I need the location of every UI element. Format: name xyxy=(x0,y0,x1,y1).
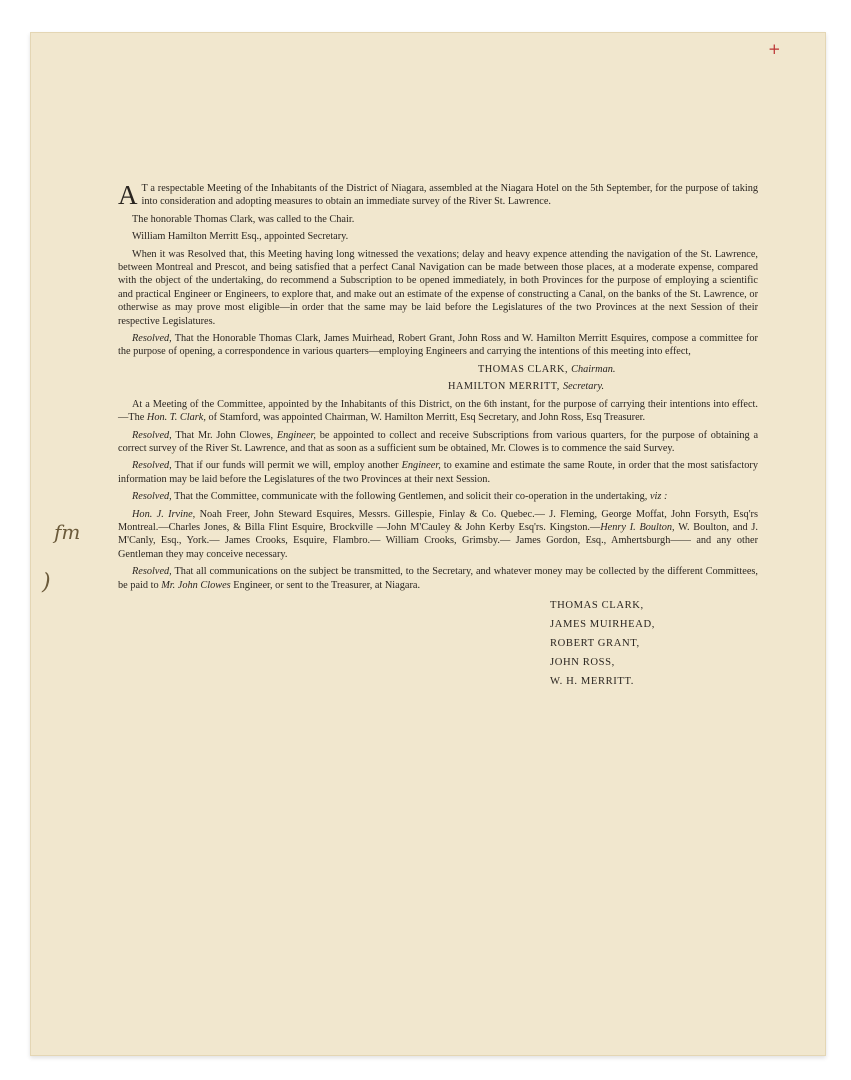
secretary-line: William Hamilton Merritt Esq., appointed Secretary. xyxy=(132,231,349,243)
committee-meeting: At a Meeting of the Committee, appointed by the Inhabitants of this District, on the 6th instant, for the purpose of carrying their intentions into effect.—The Hon. T. Clark, of Stamford, was appointed Chairman, W. Hamilton Merritt, Esq Secretary, and John Ross, Esq Treasurer. xyxy=(118,398,758,424)
gentlemen-list: Hon. J. Irvine, Noah Freer, John Steward Esquires, Messrs. Gillespie, Finlay & Co. Quebec.— J. Fleming, George Moffat, John Forsyth, Esq'rs Montreal.—Charles Jones, & Billa Flint Esquire, Brockville —John M'Cauley & John Kerby Esq'rs. Kingston.—Henry I. Boulton, W. Boulton, and J. M'Canly, Esq., York.— James Crooks, Esquire, Flambro.— William Crooks, Grimsby.— James Gordon, Esq., Amhertsburgh—— and any other Gentleman they may conceive necessary. xyxy=(118,508,758,560)
committee-resolution: Resolved, That the Honorable Thomas Clark, James Muirhead, Robert Grant, John Ross and W. Hamilton Merritt Esquires, compose a committee for the purpose of opening, a correspondence in various quarters—employing Engineers and carrying the intentions of this meeting into effect, xyxy=(118,333,758,358)
chair-line: The honorable Thomas Clark, was called to the Chair. xyxy=(132,213,355,225)
drop-cap: A xyxy=(118,180,138,210)
chairman-signature: THOMAS CLARK, Chairman. xyxy=(478,363,616,375)
corner-mark: + xyxy=(768,40,781,58)
margin-note-2: ) xyxy=(42,570,51,595)
signatory: JOHN ROSS, xyxy=(550,656,615,668)
signatory: W. H. MERRITT. xyxy=(550,675,635,687)
signatory: THOMAS CLARK, xyxy=(550,599,644,611)
secretary-signature: HAMILTON MERRITT, Secretary. xyxy=(448,381,605,393)
margin-note: fm xyxy=(54,520,81,544)
gentlemen-resolution: Resolved, That the Committee, communicate with the following Gentlemen, and solicit their co-operation in the undertaking, viz : xyxy=(132,491,668,503)
signatory: ROBERT GRANT, xyxy=(550,637,640,649)
signatory: JAMES MUIRHEAD, xyxy=(550,618,655,630)
communications-resolution: Resolved, That all communications on the subject be transmitted, to the Secretary, and whatever money may be collected by the different Committees, be paid to Mr. John Clowes Engineer, or sent to the Treasurer, at Niagara. xyxy=(118,566,758,591)
clowes-resolution: Resolved, That Mr. John Clowes, Engineer, be appointed to collect and receive Subscriptions from various quarters, for the purpose of obtaining a correct survey of the River St. Lawrence, and that as soon as a sufficient sum be obtained, Mr. Clowes is to commence the said Survey. xyxy=(118,429,759,454)
main-resolution: When it was Resolved that, this Meeting having long witnessed the vexations; delay and heavy expence attending the navigation of the St. Lawrence, between Montreal and Prescot, and being satisfied that a perfect Canal Navigation can be made between those places, at a moderate expense, compared with the object of the undertaking, do recommend a Subscription to be opened immediately, in both Provinces for the purpose of employing a scientific and practical Engineer or Engineers, to explore that, and make out an estimate of the expense of constructing a Canal, on the banks of the St. Lawrence, or otherwise as may prove most eligible—in order that the same may be laid before the Legislatures of the two Provinces at the next Session of their respective Legislatures. xyxy=(118,248,758,327)
funds-resolution: Resolved, That if our funds will permit we will, employ another Engineer, to examine and estimate the same Route, in order that the most satisfactory information may be laid before the Legislatures of the two Provinces at their next Session. xyxy=(118,460,759,485)
intro-paragraph: A T a respectable Meeting of the Inhabitants of the District of Niagara, assembled at the Niagara Hotel on the 5th September, for the purpose of taking into consideration and adopting measures to obtain an immediate survey of the River St. Lawrence. xyxy=(118,180,758,210)
document-text xyxy=(118,182,758,693)
